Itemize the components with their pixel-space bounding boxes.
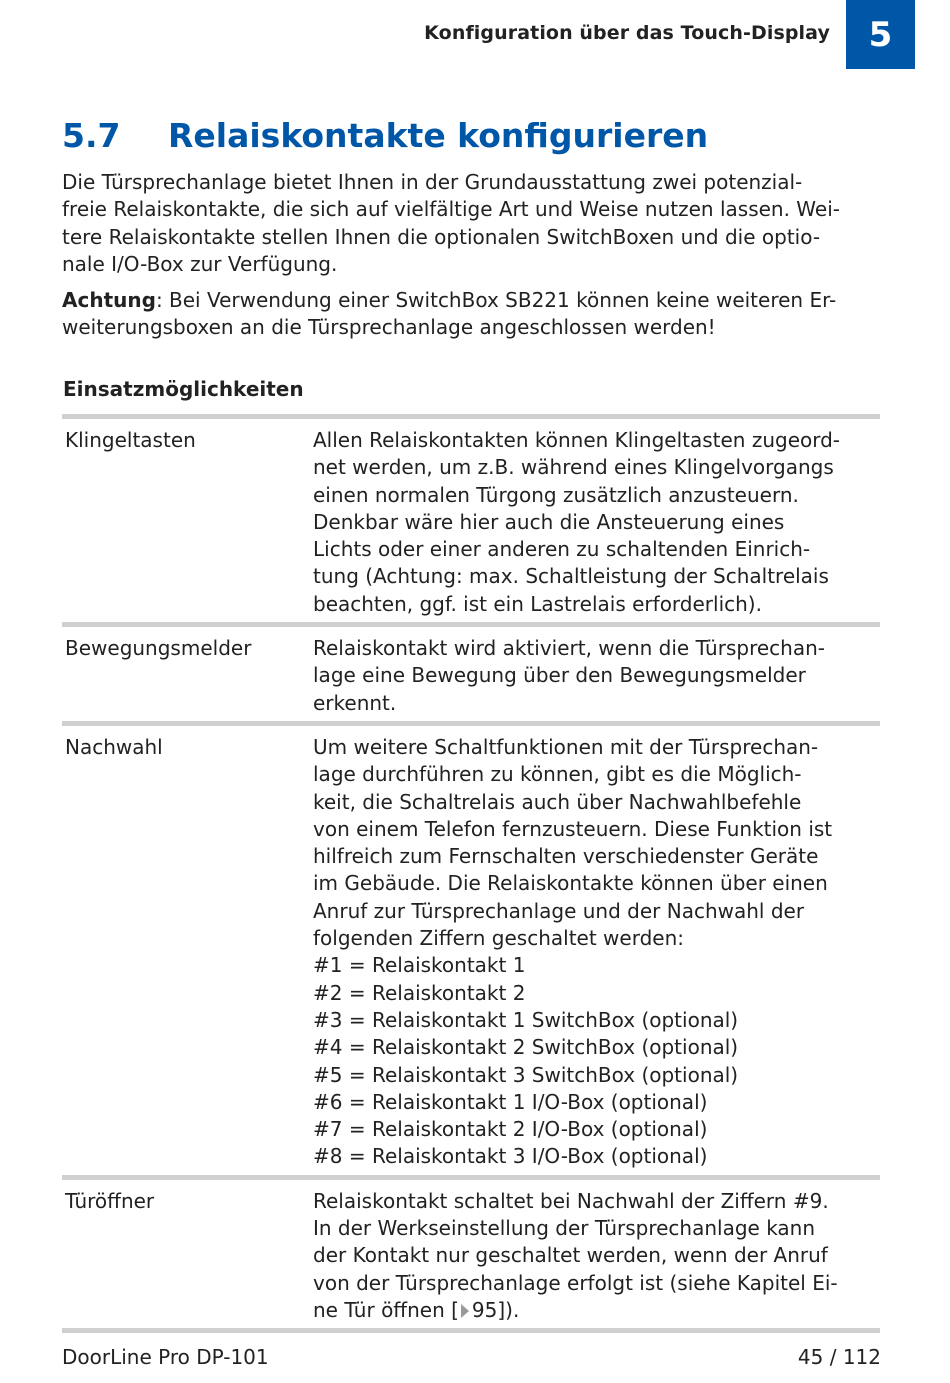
warning-text: : Bei Verwendung einer SwitchBox SB221 können keine weiteren Er- weiterungsboxen an die Türsprechanlage angeschlossen werden!	[62, 287, 837, 340]
cross-reference-link[interactable]	[313, 1298, 519, 1322]
intro-paragraph: Die Türsprechanlage bietet Ihnen in der Grundausstattung zwei potenzial- freie Relaiskontakte, die sich auf vielfältige Art und Weise nutzen lassen. Wei- tere Relaiskontakte stellen Ihnen die optionalen SwitchBoxen und die optio- nale I/O-Box zur Verfügung.	[62, 170, 840, 277]
row-label: Türöffner	[65, 1188, 155, 1213]
link-text: ne Tür öffnen [	[313, 1297, 459, 1322]
link-suffix: ]).	[497, 1297, 520, 1322]
row-label: Bewegungsmelder	[65, 636, 252, 661]
chapter-number-badge: 5	[846, 0, 915, 69]
row-description: Allen Relaiskontakten können Klingeltasten zugeord- net werden, um z.B. während eines Klingelvorgangs einen normalen Türgong zusätzlich anzusteuern. Denkbar wäre hier auch die Ansteuerung eines Lichts oder einer anderen zu schaltenden Einrich- tung (Achtung: max. Schaltleistung der Schaltrelais beachten, ggf. ist ein Lastrelais erforderlich).	[313, 428, 841, 616]
link-page-number: 95	[471, 1297, 498, 1322]
table-row	[62, 419, 880, 627]
row-description-text: Relaiskontakt schaltet bei Nachwahl der Ziffern #9. In der Werkseinstellung der Türsprechanlage kann der Kontakt nur geschaltet werden, wenn der Anruf von der Türsprechanlage erfolgt ist (siehe Kapitel Ei-	[313, 1188, 838, 1295]
section-title: Relaiskontakte konfigurieren	[168, 116, 709, 155]
warning-label: Achtung	[62, 287, 156, 312]
footer-product-name: DoorLine Pro DP-101	[62, 1345, 269, 1369]
warning-paragraph	[62, 287, 882, 342]
row-description: Um weitere Schaltfunktionen mit der Türsprechan- lage durchführen zu können, gibt es die Möglich- keit, die Schaltrelais auch über Nachwahlbefehle von einem Telefon fernzusteuern. Diese Funktion ist hilfreich zum Fernschalten verschiedenster Geräte im Gebäude. Die Relaiskontakte können über einen Anruf zur Türsprechanlage und der Nachwahl der folgenden Ziffern geschaltet werden: #1 = Relaiskontakt 1 #2 = Relaiskontakt 2 #3 = Relaiskontakt 1 SwitchBox (optional) #4 = Relaiskontakt 2 SwitchBox (optional) #5 = Relaiskontakt 3 SwitchBox (optional) #6 = Relaiskontakt 1 I/O-Box (optional) #7 = Relaiskontakt 2 I/O-Box (optional) #8 = Relaiskontakt 3 I/O-Box (optional)	[313, 734, 833, 1169]
section-number: 5.7	[62, 116, 121, 155]
row-label: Klingeltasten	[65, 428, 196, 452]
row-description: Relaiskontakt wird aktiviert, wenn die Türsprechan- lage eine Bewegung über den Bewegungsmelder erkennt.	[313, 636, 825, 715]
usage-table	[62, 414, 880, 1333]
subheading-usage: Einsatzmöglichkeiten	[63, 377, 304, 401]
table-row	[62, 726, 880, 1180]
intro-text	[62, 169, 882, 349]
footer-page-number: 45 / 112	[797, 1345, 881, 1369]
table-row	[62, 1180, 880, 1333]
arrow-icon	[461, 1304, 469, 1318]
table-row	[62, 627, 880, 726]
section-heading	[62, 116, 708, 155]
row-description	[313, 1188, 880, 1324]
running-header-title: Konfiguration über das Touch-Display	[424, 22, 830, 44]
row-label: Nachwahl	[65, 734, 163, 759]
